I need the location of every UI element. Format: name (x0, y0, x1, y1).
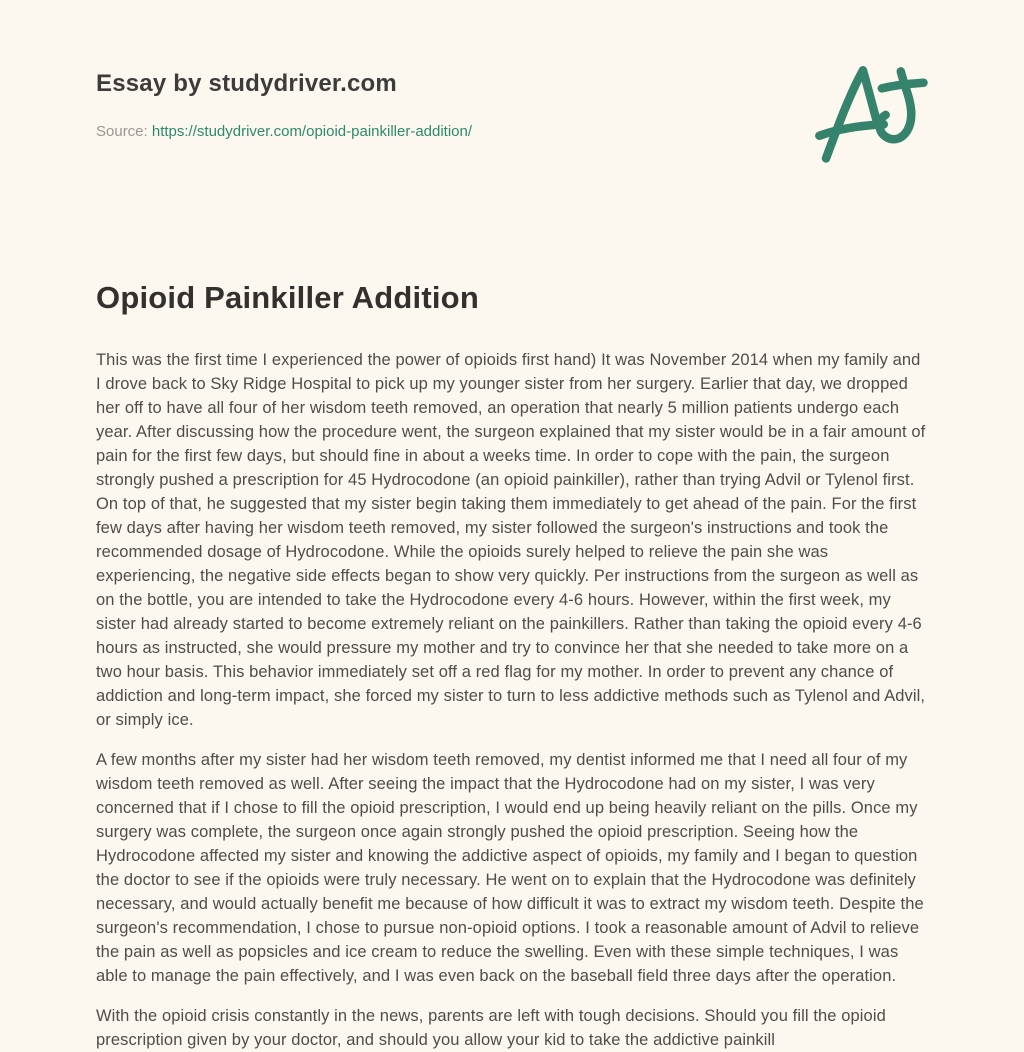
article-paragraph-2: A few months after my sister had her wisdom teeth removed, my dentist informed me that I need all four of my wisdom teeth removed as well. After seeing the impact that the Hydrocodone had on my sister, I was very concerned that if I chose to fill the opioid prescription, I would end up being heavily reliant on the pills. Once my surgery was complete, the surgeon once again strongly pushed the opioid prescription. Seeing how the Hydrocodone affected my sister and knowing the addictive aspect of opioids, my family and I began to question the doctor to see if the opioids were truly necessary. He went on to explain that the Hydrocodone was definitely necessary, and would actually benefit me because of how difficult it was to extract my wisdom teeth. Despite the surgeon's recommendation, I chose to pursue non-opioid options. I took a reasonable amount of Advil to relieve the pain as well as popsicles and ice cream to reduce the swelling. Even with these simple techniques, I was able to manage the pain effectively, and I was even back on the baseball field three days after the operation. (96, 750, 924, 985)
source-label: Source: (96, 122, 148, 140)
studydriver-logo (813, 60, 928, 171)
source-url-link[interactable]: https://studydriver.com/opioid-painkiller-addition/ (151, 122, 473, 140)
source-row (96, 121, 472, 142)
article-body (96, 348, 928, 1052)
header-text-block (96, 70, 472, 142)
article-title: Opioid Painkiller Addition (96, 280, 479, 315)
a-plus-logo-icon (813, 60, 928, 166)
page-title: Essay by studydriver.com (96, 70, 397, 97)
article-paragraph-1: This was the first time I experienced the power of opioids first hand) It was November 2014 when my family and I drove back to Sky Ridge Hospital to pick up my younger sister from her surgery. Earlier that day, we dropped her off to have all four of her wisdom teeth removed, an operation that nearly 5 million patients undergo each year. After discussing how the procedure went, the surgeon explained that my sister would be in a fair amount of pain for the first few days, but should fine in about a weeks time. In order to cope with the pain, the surgeon strongly pushed a prescription for 45 Hydrocodone (an opioid painkiller), rather than trying Advil or Tylenol first. On top of that, he suggested that my sister begin taking them immediately to get ahead of the pain. For the first few days after having her wisdom teeth removed, my sister followed the surgeon's instructions and took the recommended dosage of Hydrocodone. While the opioids surely helped to relieve the pain she was experiencing, the negative side effects began to show very quickly. Per instructions from the surgeon as well as on the bottle, you are intended to take the Hydrocodone every 4-6 hours. However, within the first week, my sister had already started to become extremely reliant on the painkillers. Rather than taking the opioid every 4-6 hours as instructed, she would pressure my mother and try to convince her that she needed to take more on a two hour basis. This behavior immediately set off a red flag for my mother. In order to prevent any chance of addiction and long-term impact, she forced my sister to turn to less addictive methods such as Tylenol and Advil, or simply ice. (96, 350, 926, 729)
page-header (96, 70, 928, 171)
article-paragraph-3: With the opioid crisis constantly in the news, parents are left with tough decisions. Should you fill the opioid prescription given by your doctor, and should you allow your kid to take the addictive painkill (96, 1006, 886, 1049)
